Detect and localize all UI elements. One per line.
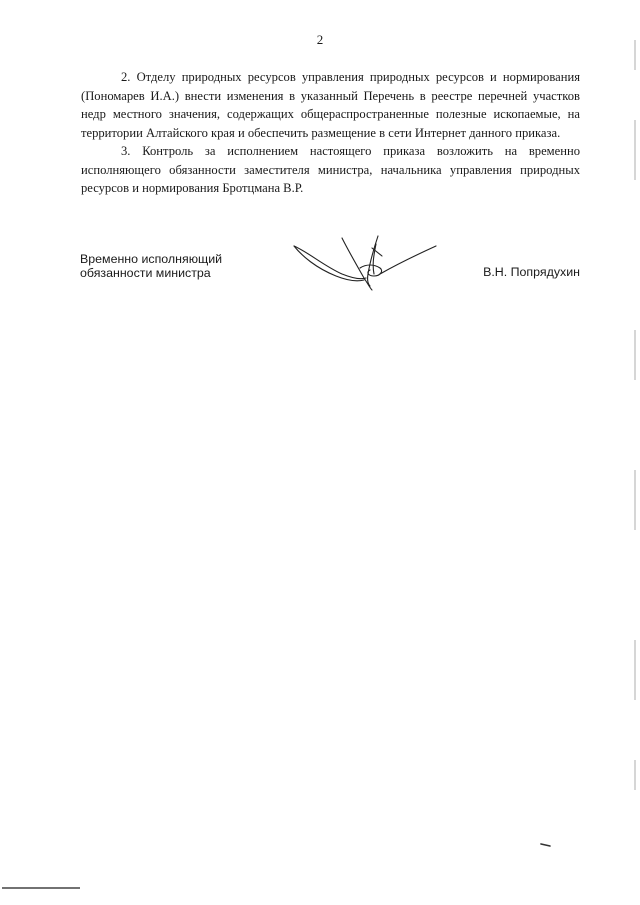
signature-block — [80, 252, 580, 302]
signer-title-line-1: Временно исполняющий — [80, 252, 223, 266]
page-number: 2 — [316, 32, 324, 47]
document-body — [81, 68, 580, 198]
scan-artifact-bottom-left — [0, 884, 90, 892]
signer-title-line-2: обязанности министра — [80, 266, 211, 280]
scan-artifact-speck — [540, 842, 554, 848]
paragraph-3: 3. Контроль за исполнением настоящего приказа возложить на временно исполняющего обязанности заместителя министра, начальника управления природных ресурсов и нормирования Бротцмана В.Р. — [81, 144, 580, 195]
signer-title — [80, 252, 280, 280]
signer-name: В.Н. Попрядухин — [483, 265, 580, 279]
handwritten-signature — [290, 234, 440, 294]
scan-artifact-edge — [626, 0, 640, 905]
paragraph-2: 2. Отделу природных ресурсов управления природных ресурсов и нормирования (Пономарев И.А.) внести изменения в указанный Перечень в реестре перечней участков недр местного значения, содержащих общераспространенные полезные ископаемые, на территории Алтайского края и обеспечить размещение в сети Интернет данного приказа. — [81, 70, 580, 140]
